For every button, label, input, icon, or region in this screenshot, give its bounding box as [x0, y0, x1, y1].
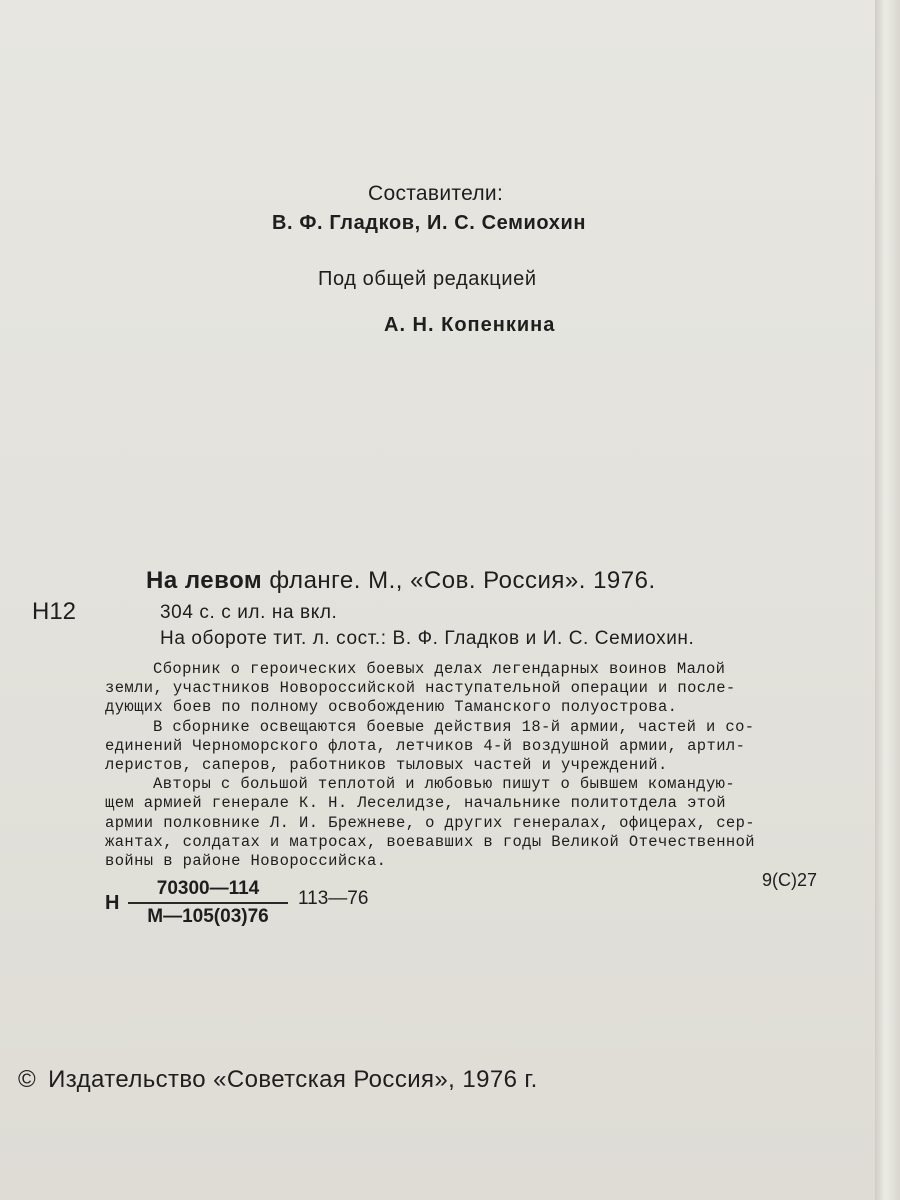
- editor-name: А. Н. Копенкина: [384, 314, 556, 336]
- bbk-code: 9(С)27: [762, 870, 818, 890]
- annotation-line: войны в районе Новороссийска.: [105, 852, 387, 871]
- index-suffix: 113—76: [298, 888, 369, 909]
- page-edge: [875, 0, 900, 1200]
- annotation-line: Авторы с большой теплотой и любовью пишут о бывшем командую-: [153, 775, 736, 794]
- book-title-bold: На левом: [146, 567, 263, 594]
- annotation-line: щем армией генерале К. Н. Леселидзе, начальнике политотдела этой: [105, 794, 726, 813]
- copyright-line: [18, 1066, 538, 1094]
- annotation-line: Сборник о героических боевых делах легендарных воинов Малой: [153, 660, 726, 678]
- copyright-text: Издательство «Советская Россия», 1976 г.: [48, 1066, 538, 1093]
- annotation: [105, 660, 845, 871]
- index-numerator: 70300—114: [128, 878, 288, 904]
- copyright-icon: ©: [18, 1066, 37, 1093]
- editor-label: Под общей редакцией: [318, 268, 537, 290]
- catalog-code: Н12: [32, 598, 77, 625]
- book-title-imprint: фланге. М., «Сов. Россия». 1976.: [262, 567, 656, 594]
- index-denominator: М—105(03)76: [147, 906, 269, 927]
- annotation-line: земли, участников Новороссийской наступательной операции и после-: [105, 679, 736, 698]
- annotation-line: В сборнике освещаются боевые действия 18-й армии, частей и со-: [153, 717, 755, 736]
- annotation-line: дующих боев по полному освобождению Таманского полуострова.: [105, 698, 678, 717]
- verso-line: На обороте тит. л. сост.: В. Ф. Гладков и И. С. Семиохин.: [160, 628, 695, 649]
- annotation-line: единений Черноморского флота, летчиков 4-й воздушной армии, артил-: [105, 736, 746, 755]
- compilers-names: В. Ф. Гладков, И. С. Семиохин: [272, 212, 587, 234]
- pages-line: 304 с. с ил. на вкл.: [160, 602, 338, 623]
- index-letter: Н: [105, 892, 120, 914]
- annotation-line: леристов, саперов, работников тыловых частей и учреждений.: [105, 756, 668, 775]
- annotation-line: жантах, солдатах и матросах, воевавших в годы Великой Отечественной: [105, 832, 756, 851]
- compilers-label: Составители:: [368, 182, 504, 205]
- annotation-line: армии полковнике Л. И. Брежневе, о других генералах, офицерах, сер-: [105, 813, 756, 832]
- index-fraction: [128, 878, 288, 928]
- book-title-line: [146, 567, 656, 595]
